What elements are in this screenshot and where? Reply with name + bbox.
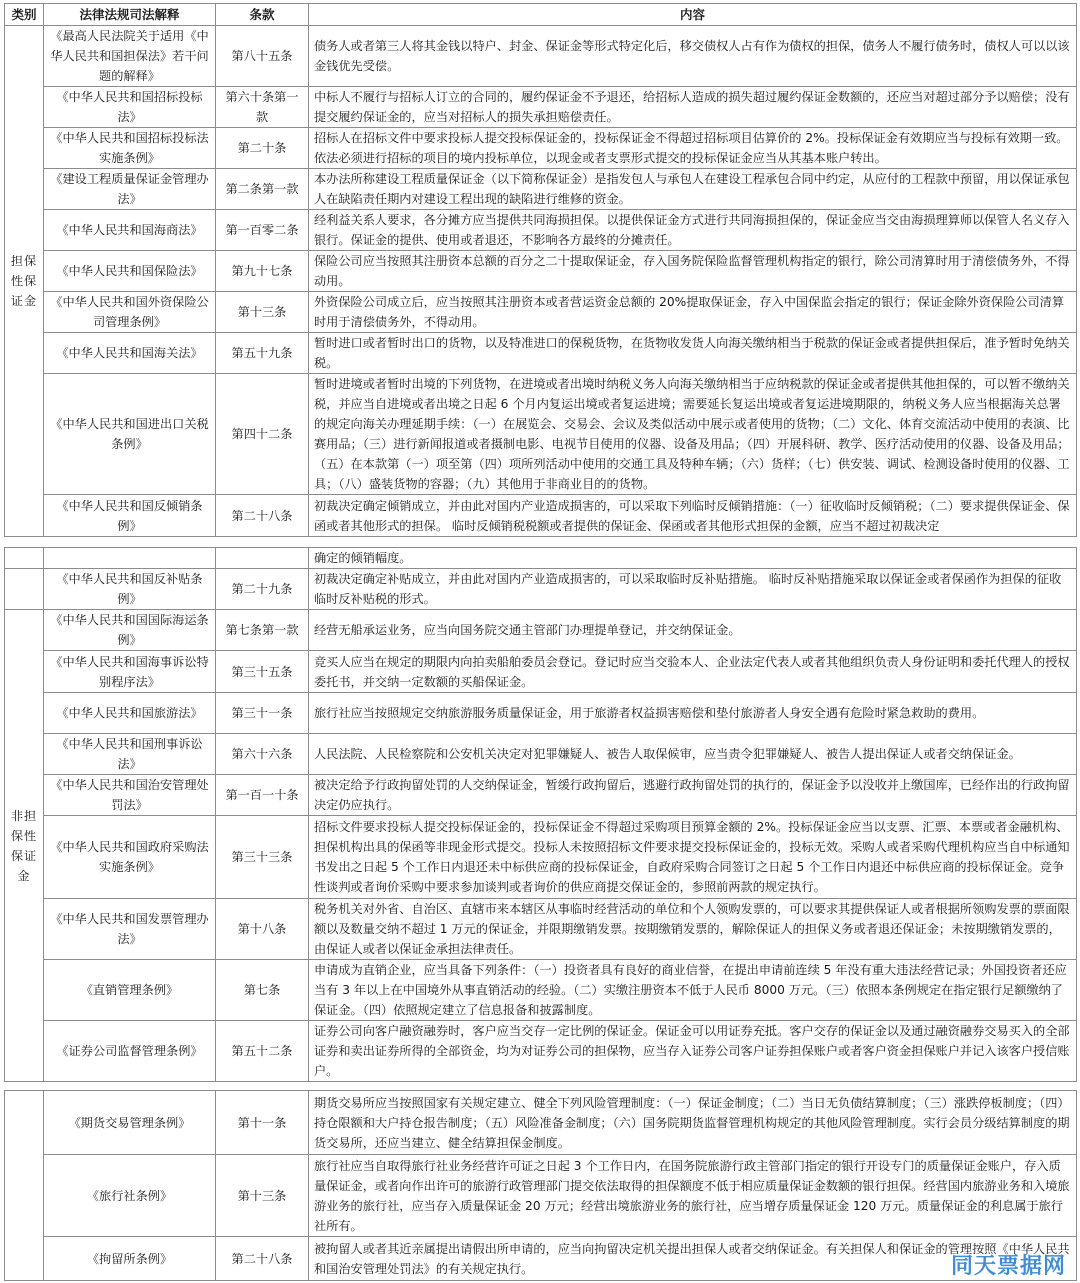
law-cell: 《中华人民共和国招标投标法》 (44, 87, 216, 128)
law-cell: 《中华人民共和国进出口关税条例》 (44, 374, 216, 495)
content-cell: 暂时进境或者暂时出境的下列货物，在进境或者出境时纳税义务人向海关缴纳相当于应纳税款的保证金或者提供其他担保的，可以暂不缴纳关税，并应当自进境或者出境之日起 6 个月内复运出境或者复运进境；需要延长复运出境或者复运进境期限的，纳税义务人应当根据海关总署的规定向海关办理延期手续：（一）在展览会、交易会、会议及类似活动中展示或者使用的货物；（二）文化、体育交流活动中使用的表演、比赛用品；（三）进行新闻报道或者摄制电影、电视节目使用的仪器、设备及用品；（四）开展科研、教学、医疗活动使用的仪器、设备及用品；（五）在本款第（一）项至第（四）项所列活动中使用的交通工具及特种车辆；（六）货样；（七）供安装、调试、检测设备时使用的仪器、工具；（八）盛装货物的容器；（九）其他用于非商业目的的货物。 (309, 374, 1077, 495)
content-cell: 证券公司向客户融资融券时，客户应当交存一定比例的保证金。保证金可以用证券充抵。客户交存的保证金以及通过融资融券交易买入的全部证券和卖出证券所得的全部资金，均为对证券公司的担保物，应当存入证券公司客户证券担保账户或者客户资金担保账户并记入该客户授信账户。 (309, 1021, 1077, 1082)
content-cell: 税务机关对外省、自治区、直辖市来本辖区从事临时经营活动的单位和个人领购发票的，可以要求其提供保证人或者根据所领购发票的票面限额以及数量交纳不超过 1 万元的保证金，并限期缴销发票。按期缴销发票的，解除保证人的担保义务或者退还保证金；未按期缴销发票的，由保证人或者以保证金承担法律责任。 (309, 899, 1077, 960)
law-cell: 《中华人民共和国外资保险公司管理条例》 (44, 292, 216, 333)
law-cell: 《中华人民共和国海事诉讼特别程序法》 (44, 651, 216, 693)
law-cell: 《中华人民共和国保险法》 (44, 251, 216, 292)
article-cell: 第五十九条 (216, 333, 309, 374)
law-cell: 《中华人民共和国发票管理办法》 (44, 899, 216, 960)
content-cell: 招标文件要求投标人提交投标保证金的，投标保证金不得超过采购项目预算金额的 2%。投标保证金应当以支票、汇票、本票或者金融机构、担保机构出具的保函等非现金形式提交。投标人未按照招标文件要求提交投标保证金的，投标无效。采购人或者采购代理机构应当自中标通知书发出之日起 5 个工作日内退还未中标供应商的投标保证金，自政府采购合同签订之日起 5 个工作日内退还中标供应商的投标保证金。竞争性谈判或者询价采购中要求参加谈判或者询价的供应商提交保证金的，参照前两款的规定执行。 (309, 816, 1077, 899)
article-cell: 第十三条 (216, 292, 309, 333)
article-cell: 第三十五条 (216, 651, 309, 693)
table-row (5, 775, 1077, 816)
table-page-3 (4, 1090, 1077, 1281)
law-cell: 《中华人民共和国海商法》 (44, 210, 216, 251)
table-row (5, 1091, 1077, 1155)
table-row (5, 169, 1077, 210)
content-cell: 旅行社应当自取得旅行社业务经营许可证之日起 3 个工作日内，在国务院旅游行政主管部门指定的银行开设专门的质量保证金账户，存入质量保证金，或者向作出许可的旅游行政管理部门提交依法取得的担保额度不低于相应质量保证金数额的银行担保。经营国内旅游业务和入境旅游业务的旅行社，应当存入质量保证金 20 万元；经营出境旅游业务的旅行社，应当增存质量保证金 120 万元。质量保证金的利息属于旅行社所有。 (309, 1155, 1077, 1237)
law-cell: 《中华人民共和国国际海运条例》 (44, 610, 216, 651)
content-cell: 外资保险公司成立后，应当按照其注册资本或者营运资金总额的 20%提取保证金，存入中国保监会指定的银行；保证金除外资保险公司清算时用于清偿债务外，不得动用。 (309, 292, 1077, 333)
table-row (5, 333, 1077, 374)
content-cell: 初裁决定确定补贴成立，并由此对国内产业造成损害的，可以采取临时反补贴措施。 临时反补贴措施采取以保证金或者保函作为担保的征收临时反补贴税的形式。 (309, 569, 1077, 610)
header-category: 类别 (5, 4, 44, 26)
law-cell: 《中华人民共和国刑事诉讼法》 (44, 734, 216, 775)
table-row (5, 292, 1077, 333)
law-cell: 《中华人民共和国旅游法》 (44, 693, 216, 734)
content-cell: 招标人在招标文件中要求投标人提交投标保证金的，投标保证金不得超过招标项目估算价的 2%。投标保证金有效期应当与投标有效期一致。依法必须进行招标的项目的境内投标单位，以现金或者支票形式提交的投标保证金应当从其基本账户转出。 (309, 128, 1077, 169)
article-cell-empty (216, 548, 309, 569)
law-cell: 《建设工程质量保证金管理办法》 (44, 169, 216, 210)
article-cell: 第三十一条 (216, 693, 309, 734)
law-cell: 《证券公司监督管理条例》 (44, 1021, 216, 1082)
table-row (5, 734, 1077, 775)
table-page-1 (4, 3, 1077, 537)
content-cell: 竞买人应当在规定的期限内向拍卖船舶委员会登记。登记时应当交验本人、企业法定代表人或者其他组织负责人身份证明和委托代理人的授权委托书，并交纳一定数额的买船保证金。 (309, 651, 1077, 693)
article-cell: 第一百一十条 (216, 775, 309, 816)
article-cell: 第二十八条 (216, 1237, 309, 1281)
content-cell-continuation: 确定的倾销幅度。 (309, 548, 1077, 569)
article-cell: 第十八条 (216, 899, 309, 960)
table-page-2 (4, 547, 1077, 1082)
law-cell: 《中华人民共和国招标投标法实施条例》 (44, 128, 216, 169)
table-row (5, 374, 1077, 495)
article-cell: 第一百零二条 (216, 210, 309, 251)
table-row (5, 1155, 1077, 1237)
header-article: 条款 (216, 4, 309, 26)
law-cell: 《期货交易管理条例》 (44, 1091, 216, 1155)
content-cell: 债务人或者第三人将其金钱以特户、封金、保证金等形式特定化后，移交债权人占有作为债权的担保，债务人不履行债务时，债权人可以以该金钱优先受偿。 (309, 26, 1077, 87)
content-cell: 旅行社应当按照规定交纳旅游服务质量保证金，用于旅游者权益损害赔偿和垫付旅游者人身安全遇有危险时紧急救助的费用。 (309, 693, 1077, 734)
article-cell: 第十三条 (216, 1155, 309, 1237)
content-cell: 被决定给予行政拘留处罚的人交纳保证金，暂缓行政拘留后，逃避行政拘留处罚的执行的，保证金予以没收并上缴国库，已经作出的行政拘留决定仍应执行。 (309, 775, 1077, 816)
law-cell: 《旅行社条例》 (44, 1155, 216, 1237)
law-cell: 《直销管理条例》 (44, 960, 216, 1021)
category-cell-guarantee: 担保性保证金 (5, 26, 44, 537)
law-cell: 《中华人民共和国反补贴条例》 (44, 569, 216, 610)
law-cell-empty (44, 548, 216, 569)
article-cell: 第二十八条 (216, 495, 309, 537)
article-cell: 第九十七条 (216, 251, 309, 292)
content-cell: 保险公司应当按照其注册资本总额的百分之二十提取保证金，存入国务院保险监督管理机构指定的银行，除公司清算时用于清偿债务外，不得动用。 (309, 251, 1077, 292)
header-row (5, 4, 1077, 26)
table-row (5, 899, 1077, 960)
content-cell: 期货交易所应当按照国家有关规定建立、健全下列风险管理制度：（一）保证金制度；（二）当日无负债结算制度；（三）涨跌停板制度；（四）持仓限额和大户持仓报告制度；（五）风险准备金制度；（六）国务院期货监督管理机构规定的其他风险管理制度。实行会员分级结算制度的期货交易所，还应当建立、健全结算担保金制度。 (309, 1091, 1077, 1155)
article-cell: 第四十二条 (216, 374, 309, 495)
article-cell: 第七条第一款 (216, 610, 309, 651)
table-row (5, 610, 1077, 651)
content-cell: 暂时进口或者暂时出口的货物，以及特准进口的保税货物，在货物收发货人向海关缴纳相当于税款的保证金或者提供担保后，准予暂时免纳关税。 (309, 333, 1077, 374)
law-cell: 《最高人民法院关于适用《中华人民共和国担保法》若干问题的解释》 (44, 26, 216, 87)
table-row (5, 569, 1077, 610)
category-cell-empty (5, 1091, 44, 1281)
content-cell: 经利益关系人要求，各分摊方应当提供共同海损担保。以提供保证金方式进行共同海损担保的，保证金应当交由海损理算师以保管人名义存入银行。保证金的提供、使用或者退还，不影响各方最终的分摊责任。 (309, 210, 1077, 251)
watermark-logo: 同天票据网 (950, 1254, 1066, 1279)
article-cell: 第二十条 (216, 128, 309, 169)
content-cell: 人民法院、人民检察院和公安机关决定对犯罪嫌疑人、被告人取保候审，应当责令犯罪嫌疑人、被告人提出保证人或者交纳保证金。 (309, 734, 1077, 775)
table-row (5, 495, 1077, 537)
category-cell-non-guarantee: 非担保性保证金 (5, 610, 44, 1082)
article-cell: 第八十五条 (216, 26, 309, 87)
law-cell: 《中华人民共和国反倾销条例》 (44, 495, 216, 537)
table-row (5, 548, 1077, 569)
content-cell: 申请成为直销企业，应当具备下列条件：（一）投资者具有良好的商业信誉，在提出申请前连续 5 年没有重大违法经营记录；外国投资者还应当有 3 年以上在中国境外从事直销活动的经验。（二）实缴注册资本不低于人民币 8000 万元。（三）依照本条例规定在指定银行足额缴纳了保证金。（四）依照规定建立了信息报备和披露制度。 (309, 960, 1077, 1021)
category-cell-empty (5, 569, 44, 610)
content-cell: 中标人不履行与招标人订立的合同的，履约保证金不予退还，给招标人造成的损失超过履约保证金数额的，还应当对超过部分予以赔偿；没有提交履约保证金的，应当对招标人的损失承担赔偿责任。 (309, 87, 1077, 128)
header-content: 内容 (309, 4, 1077, 26)
table-row (5, 251, 1077, 292)
table-row (5, 1237, 1077, 1281)
category-cell-empty (5, 548, 44, 569)
article-cell: 第十一条 (216, 1091, 309, 1155)
table-row (5, 128, 1077, 169)
article-cell: 第五十二条 (216, 1021, 309, 1082)
table-row (5, 1021, 1077, 1082)
table-row (5, 26, 1077, 87)
article-cell: 第三十三条 (216, 816, 309, 899)
content-cell: 被拘留人或者其近亲属提出请假出所申请的，应当向拘留决定机关提出担保人或者交纳保证金。有关担保人和保证金的管理按照《中华人民共和国治安管理处罚法》的有关规定执行。 (309, 1237, 1077, 1281)
article-cell: 第七条 (216, 960, 309, 1021)
content-cell: 初裁决定确定倾销成立，并由此对国内产业造成损害的，可以采取下列临时反倾销措施：（一）征收临时反倾销税；（二）要求提供保证金、保函或者其他形式的担保。 临时反倾销税税额或者提供的保证金、保函或者其他形式担保的金额，应当不超过初裁决定 (309, 495, 1077, 537)
table-row (5, 960, 1077, 1021)
article-cell: 第二条第一款 (216, 169, 309, 210)
law-cell: 《中华人民共和国海关法》 (44, 333, 216, 374)
table-row (5, 210, 1077, 251)
article-cell: 第六十条第一款 (216, 87, 309, 128)
table-row (5, 87, 1077, 128)
table-row (5, 816, 1077, 899)
article-cell: 第二十九条 (216, 569, 309, 610)
law-cell: 《中华人民共和国政府采购法实施条例》 (44, 816, 216, 899)
article-cell: 第六十六条 (216, 734, 309, 775)
table-row (5, 693, 1077, 734)
law-cell: 《中华人民共和国治安管理处罚法》 (44, 775, 216, 816)
header-law: 法律法规司法解释 (44, 4, 216, 26)
law-cell: 《拘留所条例》 (44, 1237, 216, 1281)
table-row (5, 651, 1077, 693)
content-cell: 经营无船承运业务，应当向国务院交通主管部门办理提单登记，并交纳保证金。 (309, 610, 1077, 651)
content-cell: 本办法所称建设工程质量保证金（以下简称保证金）是指发包人与承包人在建设工程承包合同中约定，从应付的工程款中预留，用以保证承包人在缺陷责任期内对建设工程出现的缺陷进行维修的资金。 (309, 169, 1077, 210)
